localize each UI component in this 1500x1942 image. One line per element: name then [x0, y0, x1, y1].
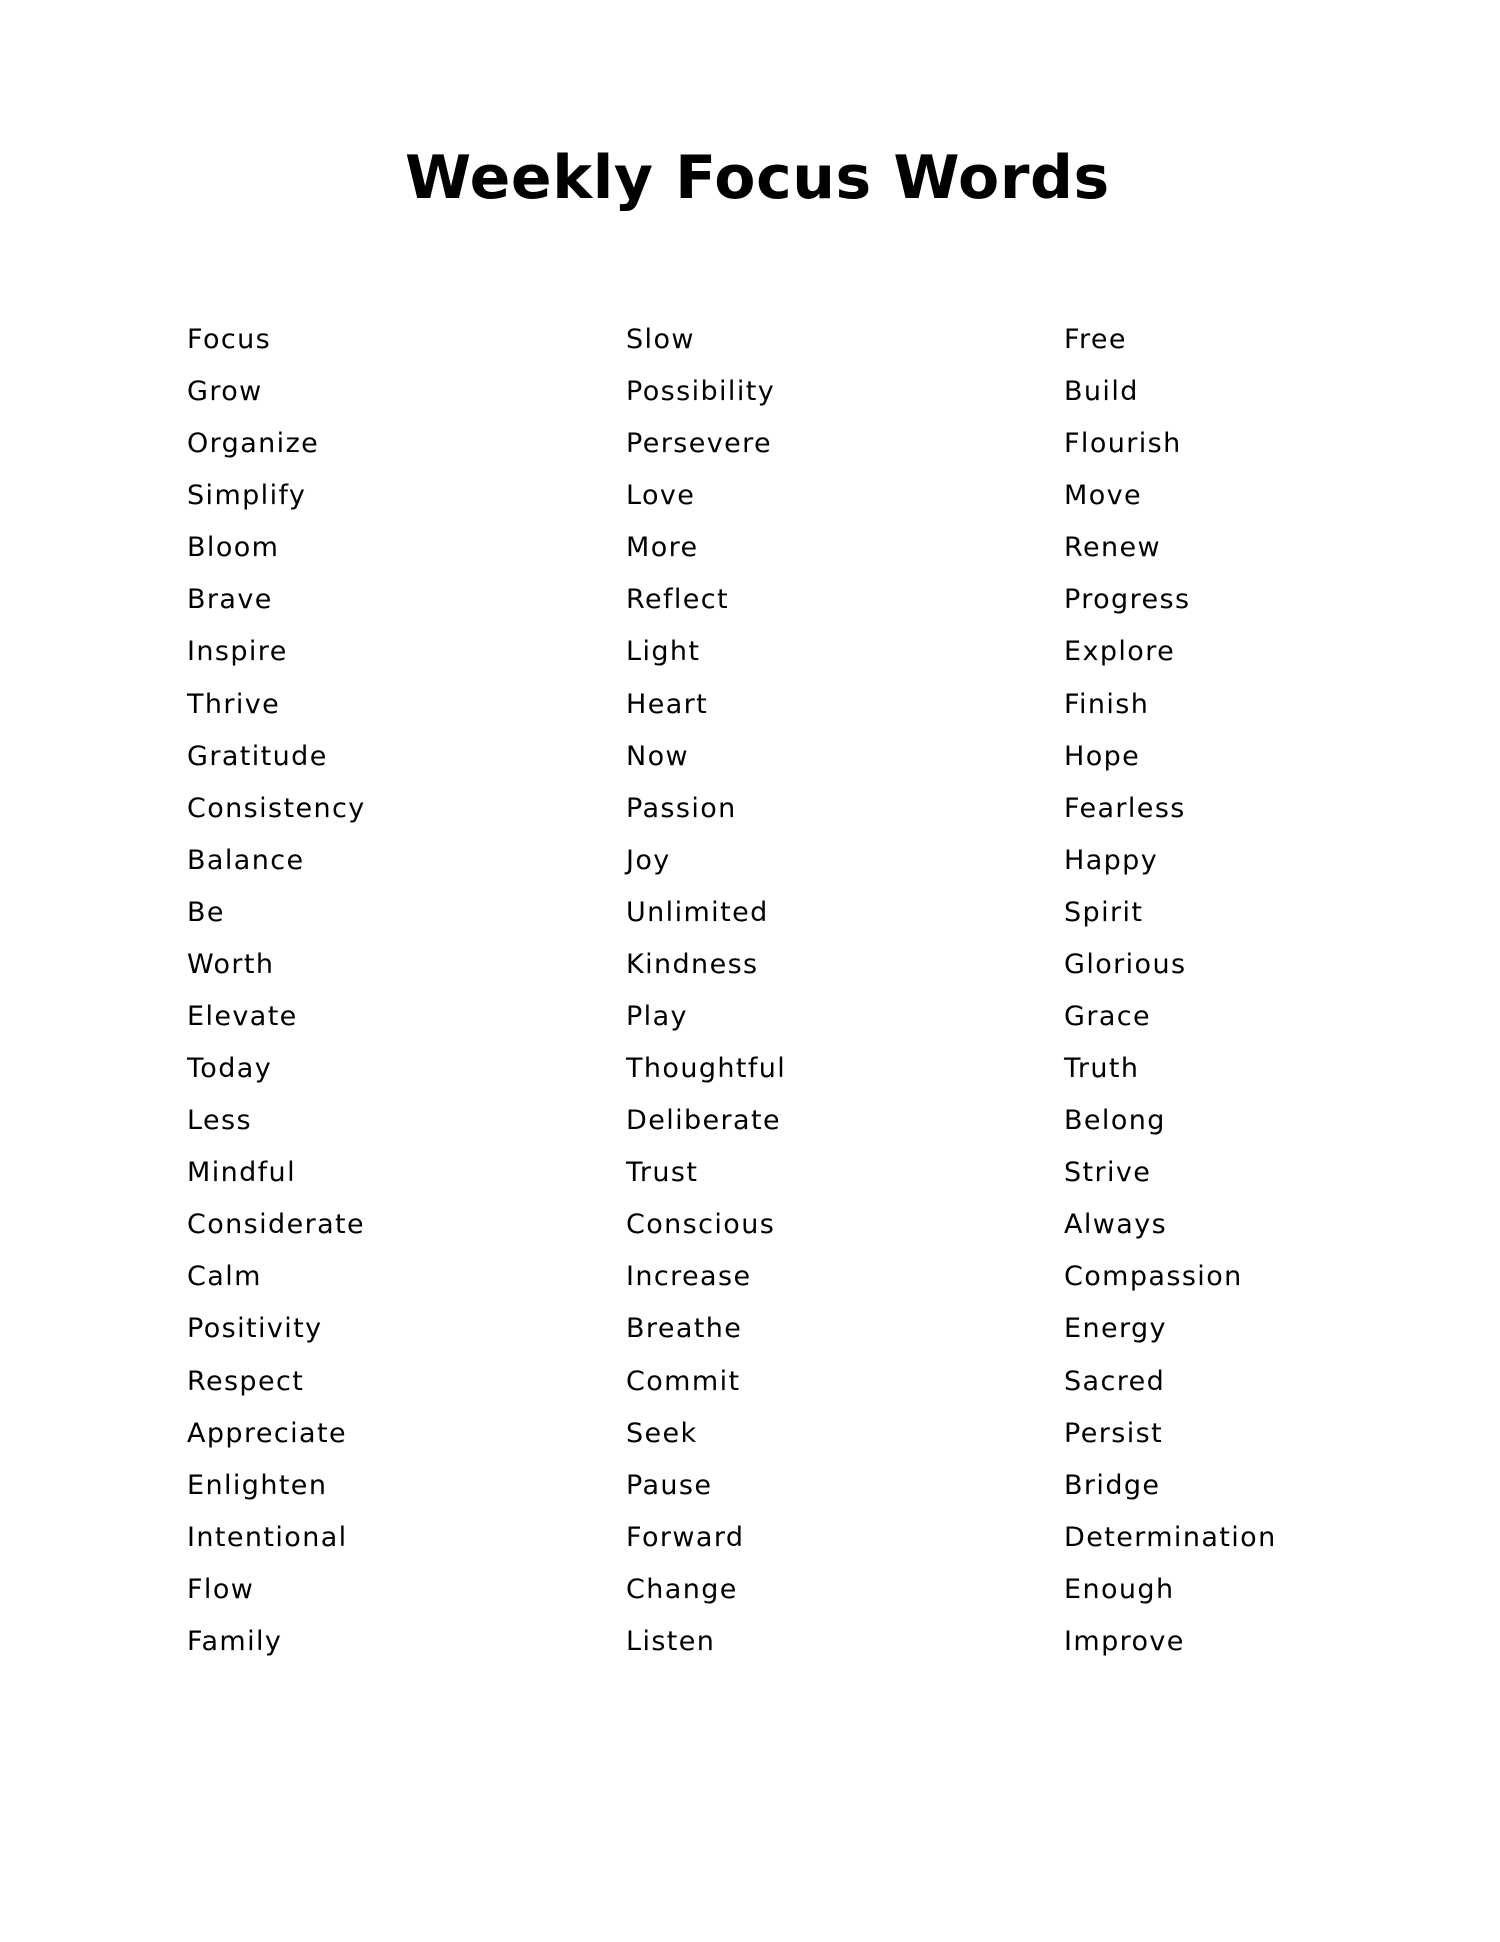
page-title: Weekly Focus Words: [405, 143, 1110, 213]
focus-word: Respect: [187, 1365, 305, 1397]
focus-word: Hope: [1064, 740, 1141, 772]
focus-word: Joy: [626, 844, 671, 876]
focus-word: Love: [626, 480, 696, 512]
focus-word: Progress: [1064, 584, 1191, 616]
focus-word: Truth: [1064, 1053, 1140, 1085]
focus-word: Slow: [626, 324, 695, 355]
focus-word: Always: [1064, 1209, 1168, 1241]
focus-word: Elevate: [187, 1001, 298, 1033]
focus-word: Pause: [626, 1469, 713, 1501]
focus-word: Family: [187, 1625, 283, 1657]
focus-word: Breathe: [626, 1313, 743, 1345]
word-column-3: [1064, 314, 1277, 1668]
focus-word: Kindness: [626, 948, 759, 980]
focus-word: Intentional: [187, 1521, 348, 1553]
focus-word: Be: [187, 896, 225, 928]
focus-word: Bloom: [187, 532, 280, 564]
focus-word: Forward: [626, 1521, 745, 1553]
focus-word: Compassion: [1064, 1261, 1243, 1293]
focus-word: Spirit: [1064, 896, 1144, 928]
focus-word: Grow: [187, 376, 263, 408]
focus-word: Worth: [187, 948, 275, 980]
word-column-2: [626, 314, 786, 1668]
focus-word: Calm: [187, 1261, 262, 1293]
focus-word: Move: [1064, 480, 1143, 512]
focus-word: Bridge: [1064, 1469, 1161, 1501]
focus-word: Deliberate: [626, 1105, 781, 1137]
focus-word: Glorious: [1064, 948, 1187, 980]
focus-word: Play: [626, 1001, 688, 1033]
focus-word: Seek: [626, 1417, 698, 1449]
focus-word: Renew: [1064, 532, 1161, 564]
focus-word: Gratitude: [187, 740, 328, 772]
focus-word: Enlighten: [187, 1469, 328, 1501]
focus-word: Organize: [187, 428, 320, 460]
focus-word: Balance: [187, 844, 305, 876]
focus-word: Sacred: [1064, 1365, 1166, 1397]
word-column-1: [187, 314, 366, 1668]
focus-word: Happy: [1064, 844, 1159, 876]
focus-word: Increase: [626, 1261, 752, 1293]
focus-word: Positivity: [187, 1313, 323, 1345]
focus-word: Now: [626, 740, 689, 772]
focus-word: Persist: [1064, 1417, 1164, 1449]
focus-word: More: [626, 532, 699, 564]
focus-word: Belong: [1064, 1105, 1166, 1137]
focus-word: Fearless: [1064, 792, 1186, 824]
focus-word: Flow: [187, 1573, 255, 1605]
focus-word: Passion: [626, 792, 737, 824]
focus-word: Focus: [187, 324, 272, 355]
focus-word: Thoughtful: [626, 1053, 787, 1085]
focus-word: Change: [626, 1573, 738, 1605]
focus-word: Reflect: [626, 584, 730, 616]
focus-word: Conscious: [626, 1209, 776, 1241]
focus-word: Enough: [1064, 1573, 1175, 1605]
focus-word: Simplify: [187, 480, 307, 512]
focus-word: Grace: [1064, 1001, 1152, 1033]
focus-word: Today: [187, 1053, 273, 1085]
focus-word: Thrive: [187, 688, 281, 720]
focus-word: Build: [1064, 376, 1139, 408]
focus-word: Light: [626, 636, 701, 668]
focus-word: Explore: [1064, 636, 1176, 668]
focus-word: Unlimited: [626, 896, 769, 928]
focus-word: Inspire: [187, 636, 288, 668]
focus-word: Finish: [1064, 688, 1150, 720]
focus-word: Brave: [187, 584, 273, 616]
focus-word: Improve: [1064, 1625, 1185, 1657]
focus-word: Determination: [1064, 1521, 1277, 1553]
focus-word: Free: [1064, 324, 1127, 355]
focus-word: Appreciate: [187, 1417, 347, 1449]
focus-word: Possibility: [626, 376, 776, 408]
focus-word: Commit: [626, 1365, 741, 1397]
focus-word: Trust: [626, 1157, 699, 1189]
focus-word: Heart: [626, 688, 709, 720]
focus-word: Less: [187, 1105, 252, 1137]
focus-word: Energy: [1064, 1313, 1167, 1345]
focus-word: Persevere: [626, 428, 773, 460]
focus-word: Mindful: [187, 1157, 296, 1189]
focus-word: Listen: [626, 1625, 716, 1657]
focus-word: Considerate: [187, 1209, 366, 1241]
focus-word: Consistency: [187, 792, 366, 824]
focus-word: Strive: [1064, 1157, 1152, 1189]
focus-word: Flourish: [1064, 428, 1182, 460]
